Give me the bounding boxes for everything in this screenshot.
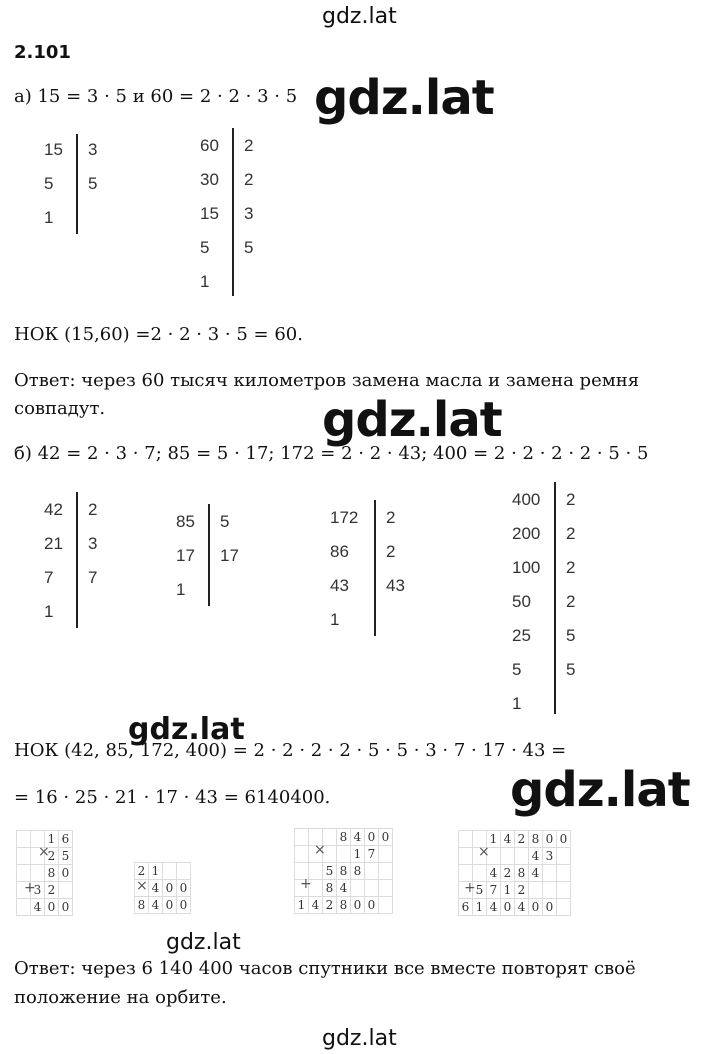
grid-digit xyxy=(17,831,31,848)
grid-digit: 4 xyxy=(31,899,45,916)
grid-digit xyxy=(295,829,309,846)
watermark-top: gdz.lat xyxy=(322,4,397,29)
fact85-n2: 1 xyxy=(176,580,186,599)
fact172-n3: 1 xyxy=(330,610,340,629)
fact42-d1: 3 xyxy=(88,534,98,553)
grid-digit: 0 xyxy=(59,865,73,882)
grid-row xyxy=(295,829,393,846)
grid-digit: 2 xyxy=(515,882,529,899)
fact60-n2: 15 xyxy=(200,204,219,223)
grid-digit xyxy=(379,880,393,897)
grid-digit: 0 xyxy=(365,829,379,846)
fact400-n4: 25 xyxy=(512,626,531,645)
fact15-n0: 15 xyxy=(44,140,63,159)
fact60-n1: 30 xyxy=(200,170,219,189)
mult3-grid xyxy=(294,828,393,914)
fact60-d0: 2 xyxy=(244,136,254,155)
factor-table-42 xyxy=(44,500,124,630)
part-b-lcm-line-2: = 16 · 25 · 21 · 17 · 43 = 6140400. xyxy=(14,787,331,808)
grid-row xyxy=(17,865,73,882)
grid-digit: 2 xyxy=(323,897,337,914)
grid-digit: 1 xyxy=(351,846,365,863)
grid-digit: 2 xyxy=(45,882,59,899)
grid-digit xyxy=(17,865,31,882)
grid-digit: 0 xyxy=(543,831,557,848)
fact400-d4: 5 xyxy=(566,626,576,645)
grid-digit xyxy=(379,846,393,863)
watermark-big-1: gdz.lat xyxy=(314,70,494,126)
part-b-answer-line-2: положение на орбите. xyxy=(14,987,227,1008)
grid-row xyxy=(459,831,571,848)
grid-row xyxy=(459,848,571,865)
grid-digit: 4 xyxy=(351,829,365,846)
grid-row xyxy=(459,865,571,882)
watermark-big-2: gdz.lat xyxy=(322,392,502,448)
watermark-mid: gdz.lat xyxy=(128,712,245,747)
grid-digit xyxy=(473,865,487,882)
grid-digit: 4 xyxy=(529,865,543,882)
fact172-d1: 2 xyxy=(386,542,396,561)
grid-digit xyxy=(459,831,473,848)
multiplication-8400x17 xyxy=(294,828,393,914)
grid-digit xyxy=(31,865,45,882)
grid-digit: 0 xyxy=(59,899,73,916)
fact15-n1: 5 xyxy=(44,174,54,193)
grid-digit: 4 xyxy=(149,897,163,914)
grid-digit: 1 xyxy=(149,863,163,880)
grid-digit: 4 xyxy=(337,880,351,897)
factor-table-172 xyxy=(330,508,430,638)
grid-digit xyxy=(59,882,73,899)
plus-sign: + xyxy=(300,876,312,892)
grid-digit xyxy=(379,897,393,914)
fact42-n0: 42 xyxy=(44,500,63,519)
part-a-answer-line-1: Ответ: через 60 тысяч километров замена масла и замена ремня xyxy=(14,370,640,391)
plus-sign: + xyxy=(24,880,36,896)
fact400-n6: 1 xyxy=(512,694,522,713)
grid-digit: 4 xyxy=(529,848,543,865)
grid-digit: 1 xyxy=(45,831,59,848)
mult1-grid xyxy=(16,830,73,916)
fact85-n0: 85 xyxy=(176,512,195,531)
fact60-n0: 60 xyxy=(200,136,219,155)
grid-digit: 0 xyxy=(45,899,59,916)
factor-table-85 xyxy=(176,512,256,612)
grid-digit: 2 xyxy=(45,848,59,865)
mult4-grid xyxy=(458,830,571,916)
grid-digit xyxy=(177,863,191,880)
fact42-d2: 7 xyxy=(88,568,98,587)
grid-digit: 0 xyxy=(365,897,379,914)
grid-digit: 4 xyxy=(487,865,501,882)
grid-digit: 0 xyxy=(501,899,515,916)
grid-digit: 8 xyxy=(337,897,351,914)
grid-digit: 5 xyxy=(323,863,337,880)
grid-digit: 6 xyxy=(59,831,73,848)
grid-digit: 0 xyxy=(379,829,393,846)
fact42-d0: 2 xyxy=(88,500,98,519)
grid-digit xyxy=(557,865,571,882)
grid-digit xyxy=(351,880,365,897)
grid-digit: 8 xyxy=(45,865,59,882)
part-a-factorization-line: а) 15 = 3 · 5 и 60 = 2 · 2 · 3 · 5 xyxy=(14,86,298,107)
grid-row xyxy=(17,899,73,916)
grid-digit xyxy=(337,846,351,863)
fact400-n3: 50 xyxy=(512,592,531,611)
grid-digit xyxy=(459,848,473,865)
grid-digit: 0 xyxy=(177,897,191,914)
grid-digit: 8 xyxy=(135,897,149,914)
grid-digit xyxy=(557,848,571,865)
grid-digit: 5 xyxy=(59,848,73,865)
grid-digit: 0 xyxy=(543,899,557,916)
grid-digit xyxy=(515,848,529,865)
multiplication-21x400 xyxy=(134,862,191,914)
fact172-d2: 43 xyxy=(386,576,405,595)
factor-table-60 xyxy=(200,136,280,306)
grid-digit: 4 xyxy=(487,899,501,916)
grid-digit: 5 xyxy=(473,882,487,899)
fact400-n0: 400 xyxy=(512,490,541,509)
part-b-answer-line-1: Ответ: через 6 140 400 часов спутники все вместе повторят своё xyxy=(14,958,636,979)
fact85-d0: 5 xyxy=(220,512,230,531)
grid-digit xyxy=(543,865,557,882)
grid-digit: 4 xyxy=(515,899,529,916)
fact400-d5: 5 xyxy=(566,660,576,679)
grid-digit: 0 xyxy=(351,897,365,914)
fact400-d1: 2 xyxy=(566,524,576,543)
grid-row xyxy=(135,863,191,880)
grid-digit: 8 xyxy=(337,863,351,880)
grid-row xyxy=(295,846,393,863)
grid-row xyxy=(295,897,393,914)
factor-table-400 xyxy=(512,490,612,720)
grid-digit: 0 xyxy=(177,880,191,897)
grid-digit: 0 xyxy=(529,899,543,916)
grid-digit: 7 xyxy=(365,846,379,863)
grid-digit: 3 xyxy=(31,882,45,899)
grid-digit xyxy=(163,863,177,880)
times-sign: × xyxy=(38,844,50,860)
fact60-d1: 2 xyxy=(244,170,254,189)
grid-digit xyxy=(529,882,543,899)
fact400-d3: 2 xyxy=(566,592,576,611)
grid-digit: 3 xyxy=(543,848,557,865)
grid-digit: 4 xyxy=(309,897,323,914)
grid-digit: 7 xyxy=(487,882,501,899)
fact85-d1: 17 xyxy=(220,546,239,565)
grid-digit: 8 xyxy=(323,880,337,897)
grid-digit: 2 xyxy=(501,865,515,882)
grid-row xyxy=(135,897,191,914)
grid-digit xyxy=(365,863,379,880)
grid-row xyxy=(459,899,571,916)
grid-digit: 8 xyxy=(515,865,529,882)
times-sign: × xyxy=(136,878,148,894)
grid-digit: 8 xyxy=(351,863,365,880)
fact172-n2: 43 xyxy=(330,576,349,595)
grid-digit xyxy=(295,846,309,863)
grid-digit: 0 xyxy=(557,831,571,848)
fact15-n2: 1 xyxy=(44,208,54,227)
grid-digit xyxy=(459,865,473,882)
grid-digit: 2 xyxy=(515,831,529,848)
grid-digit: 0 xyxy=(163,880,177,897)
grid-digit: 0 xyxy=(163,897,177,914)
grid-digit xyxy=(379,863,393,880)
fact42-n2: 7 xyxy=(44,568,54,587)
grid-digit: 4 xyxy=(149,880,163,897)
part-a-lcm: НОК (15,60) =2 · 2 · 3 · 5 = 60. xyxy=(14,324,303,345)
times-sign: × xyxy=(314,842,326,858)
grid-digit xyxy=(557,882,571,899)
fact400-d0: 2 xyxy=(566,490,576,509)
grid-digit xyxy=(17,899,31,916)
fact172-n1: 86 xyxy=(330,542,349,561)
grid-digit xyxy=(543,882,557,899)
fact60-n3: 5 xyxy=(200,238,210,257)
grid-digit: 1 xyxy=(501,882,515,899)
fact400-n5: 5 xyxy=(512,660,522,679)
part-b-lcm-line-1: НОК (42, 85, 172, 400) = 2 · 2 · 2 · 2 · 5 · 5 · 3 · 7 · 17 · 43 = xyxy=(14,740,567,761)
multiplication-142800x43 xyxy=(458,830,571,916)
grid-digit: 6 xyxy=(459,899,473,916)
part-b-factorization-line: б) 42 = 2 · 3 · 7; 85 = 5 · 17; 172 = 2 · 2 · 43; 400 = 2 · 2 · 2 · 2 · 5 · 5 xyxy=(14,443,649,464)
grid-digit: 1 xyxy=(487,831,501,848)
fact400-n2: 100 xyxy=(512,558,541,577)
fact42-n1: 21 xyxy=(44,534,63,553)
fact60-d3: 5 xyxy=(244,238,254,257)
grid-digit xyxy=(501,848,515,865)
watermark-bottom: gdz.lat xyxy=(322,1026,397,1051)
grid-digit: 8 xyxy=(337,829,351,846)
fact85-n1: 17 xyxy=(176,546,195,565)
grid-digit xyxy=(365,880,379,897)
grid-digit: 8 xyxy=(529,831,543,848)
watermark-low: gdz.lat xyxy=(166,930,241,955)
part-a-answer-line-2: совпадут. xyxy=(14,398,106,419)
plus-sign: + xyxy=(464,880,476,896)
grid-digit xyxy=(17,848,31,865)
fact60-d2: 3 xyxy=(244,204,254,223)
factor-table-15 xyxy=(44,140,124,240)
fact172-d0: 2 xyxy=(386,508,396,527)
watermark-big-3: gdz.lat xyxy=(510,762,690,818)
fact172-n0: 172 xyxy=(330,508,359,527)
grid-digit xyxy=(557,899,571,916)
fact400-d2: 2 xyxy=(566,558,576,577)
fact60-n4: 1 xyxy=(200,272,210,291)
fact15-d0: 3 xyxy=(88,140,98,159)
grid-digit: 1 xyxy=(473,899,487,916)
task-number: 2.101 xyxy=(14,42,71,63)
grid-digit: 1 xyxy=(295,897,309,914)
grid-digit: 2 xyxy=(135,863,149,880)
fact400-n1: 200 xyxy=(512,524,541,543)
grid-digit: 4 xyxy=(501,831,515,848)
fact15-d1: 5 xyxy=(88,174,98,193)
fact42-n3: 1 xyxy=(44,602,54,621)
multiplication-16x25 xyxy=(16,830,73,916)
times-sign: × xyxy=(478,844,490,860)
